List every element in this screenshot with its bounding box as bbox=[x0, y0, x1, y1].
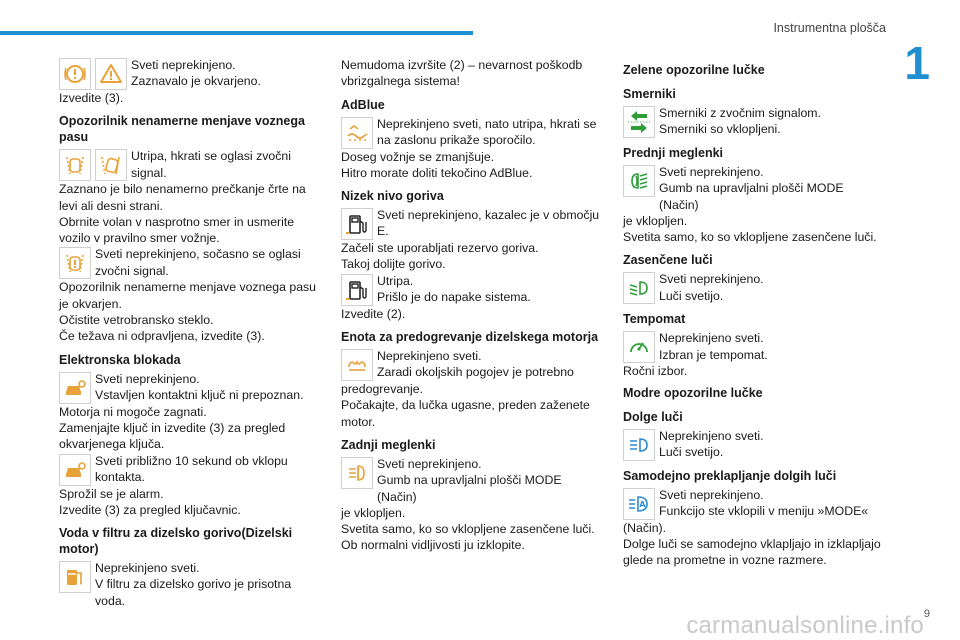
text-line: je okvarjen. bbox=[59, 296, 122, 311]
text-line: Smerniki so vklopljeni. bbox=[659, 122, 781, 137]
section-heading-lane: Opozorilnik nenamerne menjave voznega pasu bbox=[59, 114, 305, 145]
section-heading-cruise-control: Tempomat bbox=[623, 312, 686, 327]
text-line: Neprekinjeno sveti. bbox=[377, 349, 482, 364]
text-line: Gumb na upravljalni plošči MODE (Način) bbox=[659, 181, 844, 212]
lane-entry-1 bbox=[59, 148, 321, 181]
text-line: Neprekinjeno sveti. bbox=[659, 428, 764, 443]
text-line: Če težava ni odpravljena, izvedite (3). bbox=[59, 329, 265, 344]
turn-signal-arrows-icon bbox=[623, 106, 655, 138]
section-heading-green-lamps: Zelene opozorilne lučke bbox=[623, 63, 765, 77]
column-1 bbox=[59, 57, 321, 609]
text-line: Luči svetijo. bbox=[659, 445, 724, 460]
glow-plug-icon bbox=[341, 349, 373, 381]
fuel-entry-1 bbox=[341, 207, 603, 240]
immo-entry-1 bbox=[59, 371, 321, 404]
text-line: Nemudoma izvršite (2) – nevarnost poškodb bbox=[341, 58, 583, 72]
text-line: Luči svetijo. bbox=[659, 288, 724, 303]
text-line: Zaradi okoljskih pogojev je potrebno bbox=[377, 365, 574, 380]
auto-main-beam-icon bbox=[623, 488, 655, 520]
auto-letter-glyph: A bbox=[639, 499, 646, 509]
rearfog-entry-1 bbox=[341, 456, 603, 505]
text-line: V filtru za dizelsko gorivo je prisotna voda. bbox=[95, 577, 292, 608]
text-line: Prišlo je do napake sistema. bbox=[377, 290, 531, 305]
text-line: Vstavljen kontaktni ključ ni prepoznan. bbox=[95, 387, 304, 402]
text-line: Gumb na upravljalni plošči MODE (Način) bbox=[377, 473, 562, 504]
text-line: signal. bbox=[131, 165, 167, 180]
car-key-icon bbox=[59, 454, 91, 486]
section-heading-low-fuel: Nizek nivo goriva bbox=[341, 189, 444, 204]
chapter-number: 1 bbox=[904, 37, 930, 89]
car-key-icon bbox=[59, 372, 91, 404]
section-heading-indicators: Smerniki bbox=[623, 87, 676, 101]
text-line: Takoj dolijte gorivo. bbox=[341, 257, 446, 272]
text-line: Izvedite (3). bbox=[59, 91, 124, 105]
lane-departure-right-icon bbox=[95, 149, 127, 181]
section-heading-water-in-filter: Voda v filtru za dizelsko gorivo(Dizelski motor) bbox=[59, 526, 293, 557]
lane-entry-2 bbox=[59, 246, 321, 279]
text-line: kontakta. bbox=[95, 469, 145, 484]
section-heading-adblue: AdBlue bbox=[341, 97, 385, 112]
text-line: Doseg vožnje se zmanjšuje. bbox=[341, 149, 495, 164]
text-line: predogrevanje. bbox=[341, 382, 424, 397]
section-heading-front-fog: Prednji meglenki bbox=[623, 146, 724, 160]
text-line: Sveti neprekinjeno, sočasno se oglasi bbox=[95, 247, 301, 262]
cruise-entry bbox=[623, 330, 885, 363]
immo-entry-2 bbox=[59, 453, 321, 486]
text-line: vbrizgalnega sistema! bbox=[341, 74, 460, 89]
text-line: Sveti neprekinjeno. bbox=[377, 456, 482, 471]
text-line: Počakajte, da lučka ugasne, preden zaženete bbox=[341, 398, 590, 413]
text-line: Sveti neprekinjeno, kazalec je v območju bbox=[377, 208, 600, 223]
text-line: Sveti neprekinjeno. bbox=[131, 58, 236, 72]
lane-departure-icon bbox=[59, 149, 91, 181]
text-line: Sveti neprekinjeno. bbox=[659, 272, 764, 287]
section-heading-immobiliser: Elektronska blokada bbox=[59, 352, 181, 367]
section-heading-auto-main-beam: Samodejno preklapljanje dolgih luči bbox=[623, 468, 837, 483]
text-line: je vklopljen. bbox=[341, 505, 406, 520]
indicators-entry bbox=[623, 105, 885, 138]
section-heading-blue-lamps: Modre opozorilne lučke bbox=[623, 385, 763, 400]
frontfog-entry bbox=[623, 164, 885, 213]
text-line: Zamenjajte ključ in izvedite (3) za pregled bbox=[59, 420, 286, 435]
front-fog-lamp-icon bbox=[623, 165, 655, 197]
text-line: na zaslonu prikaže sporočilo. bbox=[377, 132, 536, 147]
text-line: Začeli ste uporabljati rezervo goriva. bbox=[341, 241, 539, 256]
dipped-entry bbox=[623, 271, 885, 304]
text-line: Funkcijo ste vklopili v meniju »MODE« bbox=[659, 504, 869, 519]
text-line: Izvedite (3) za pregled ključavnic. bbox=[59, 502, 241, 517]
text-line: Motorja ni mogoče zagnati. bbox=[59, 404, 207, 419]
warning-triangle-icon bbox=[95, 58, 127, 90]
adblue-entry-1 bbox=[341, 116, 603, 149]
page-header-title: Instrumentna plošča bbox=[773, 21, 886, 35]
text-line: je vklopljen. bbox=[623, 213, 688, 228]
section-heading-dipped-beam: Zasenčene luči bbox=[623, 253, 713, 268]
text-line: Sprožil se je alarm. bbox=[59, 486, 164, 501]
text-line: Ročni izbor. bbox=[623, 364, 688, 379]
fuel-pump-icon bbox=[341, 208, 373, 240]
text-line: Obrnite volan v nasprotno smer in usmerite bbox=[59, 214, 295, 229]
text-line: Neprekinjeno sveti, nato utripa, hkrati se bbox=[377, 116, 597, 131]
text-line: vozilo v pravilno smer vožnje. bbox=[59, 231, 220, 246]
text-line: Utripa, hkrati se oglasi zvočni bbox=[131, 149, 291, 164]
column-3 bbox=[623, 57, 885, 569]
text-line: Sveti neprekinjeno. bbox=[95, 371, 200, 386]
header-accent-bar bbox=[0, 31, 473, 35]
water-entry-1 bbox=[59, 560, 321, 609]
rear-fog-lamp-icon bbox=[341, 457, 373, 489]
cruise-control-icon bbox=[623, 331, 655, 363]
text-line: levi ali desni strani. bbox=[59, 198, 163, 213]
text-line: Smerniki z zvočnim signalom. bbox=[659, 106, 821, 120]
preheat-entry-1 bbox=[341, 348, 603, 381]
text-line: Zaznavalo je okvarjeno. bbox=[131, 74, 261, 89]
text-line: Neprekinjeno sveti. bbox=[659, 331, 764, 346]
fuel-pump-icon bbox=[341, 274, 373, 306]
text-line: Izbran je tempomat. bbox=[659, 347, 768, 362]
main-beam-icon bbox=[623, 429, 655, 461]
text-line: Sveti neprekinjeno. bbox=[659, 487, 764, 502]
text-line: Neprekinjeno sveti. bbox=[95, 561, 200, 576]
text-line: E. bbox=[377, 224, 389, 239]
text-line: Opozorilnik nenamerne menjave voznega pasu bbox=[59, 280, 317, 295]
dipped-beam-icon bbox=[623, 272, 655, 304]
text-line: Izvedite (2). bbox=[341, 306, 406, 321]
text-line: Dolge luči se samodejno vklapljajo in izklapljajo bbox=[623, 537, 881, 552]
fuel-entry-2 bbox=[341, 273, 603, 306]
text-line: okvarjenega ključa. bbox=[59, 437, 165, 452]
text-line: (Način). bbox=[623, 520, 667, 535]
text-line: motor. bbox=[341, 414, 376, 429]
text-line: zvočni signal. bbox=[95, 263, 169, 278]
sensor-fault-entry bbox=[59, 57, 321, 90]
warning-circle-icon bbox=[59, 58, 91, 90]
text-line: Svetita samo, ko so vklopljene zasenčene luči. bbox=[341, 522, 595, 537]
text-line: Hitro morate doliti tekočino AdBlue. bbox=[341, 165, 533, 180]
text-line: Svetita samo, ko so vklopljene zasenčene luči. bbox=[623, 230, 877, 245]
column-2 bbox=[341, 57, 603, 554]
section-heading-rear-fog: Zadnji meglenki bbox=[341, 437, 436, 452]
text-line: Sveti približno 10 sekund ob vklopu bbox=[95, 453, 288, 468]
text-line: Zaznano je bilo nenamerno prečkanje črte na bbox=[59, 182, 306, 197]
text-line: Ob normalni vidljivosti ju izklopite. bbox=[341, 538, 525, 553]
section-heading-preheating: Enota za predogrevanje dizelskega motorja bbox=[341, 330, 599, 345]
auto-mainbeam-entry bbox=[623, 487, 885, 520]
lane-fault-icon bbox=[59, 247, 91, 279]
page-number: 9 bbox=[923, 608, 930, 620]
section-heading-main-beam: Dolge luči bbox=[623, 409, 683, 424]
text-line: glede na prometne in vozne razmere. bbox=[623, 553, 827, 568]
fuel-filter-water-icon bbox=[59, 561, 91, 593]
text-line: Utripa. bbox=[377, 273, 414, 288]
text-line: Sveti neprekinjeno. bbox=[659, 165, 764, 179]
text-line: Očistite vetrobransko steklo. bbox=[59, 313, 214, 328]
mainbeam-entry bbox=[623, 428, 885, 461]
watermark: carmanualsonline.info bbox=[686, 612, 924, 639]
adblue-icon bbox=[341, 117, 373, 149]
